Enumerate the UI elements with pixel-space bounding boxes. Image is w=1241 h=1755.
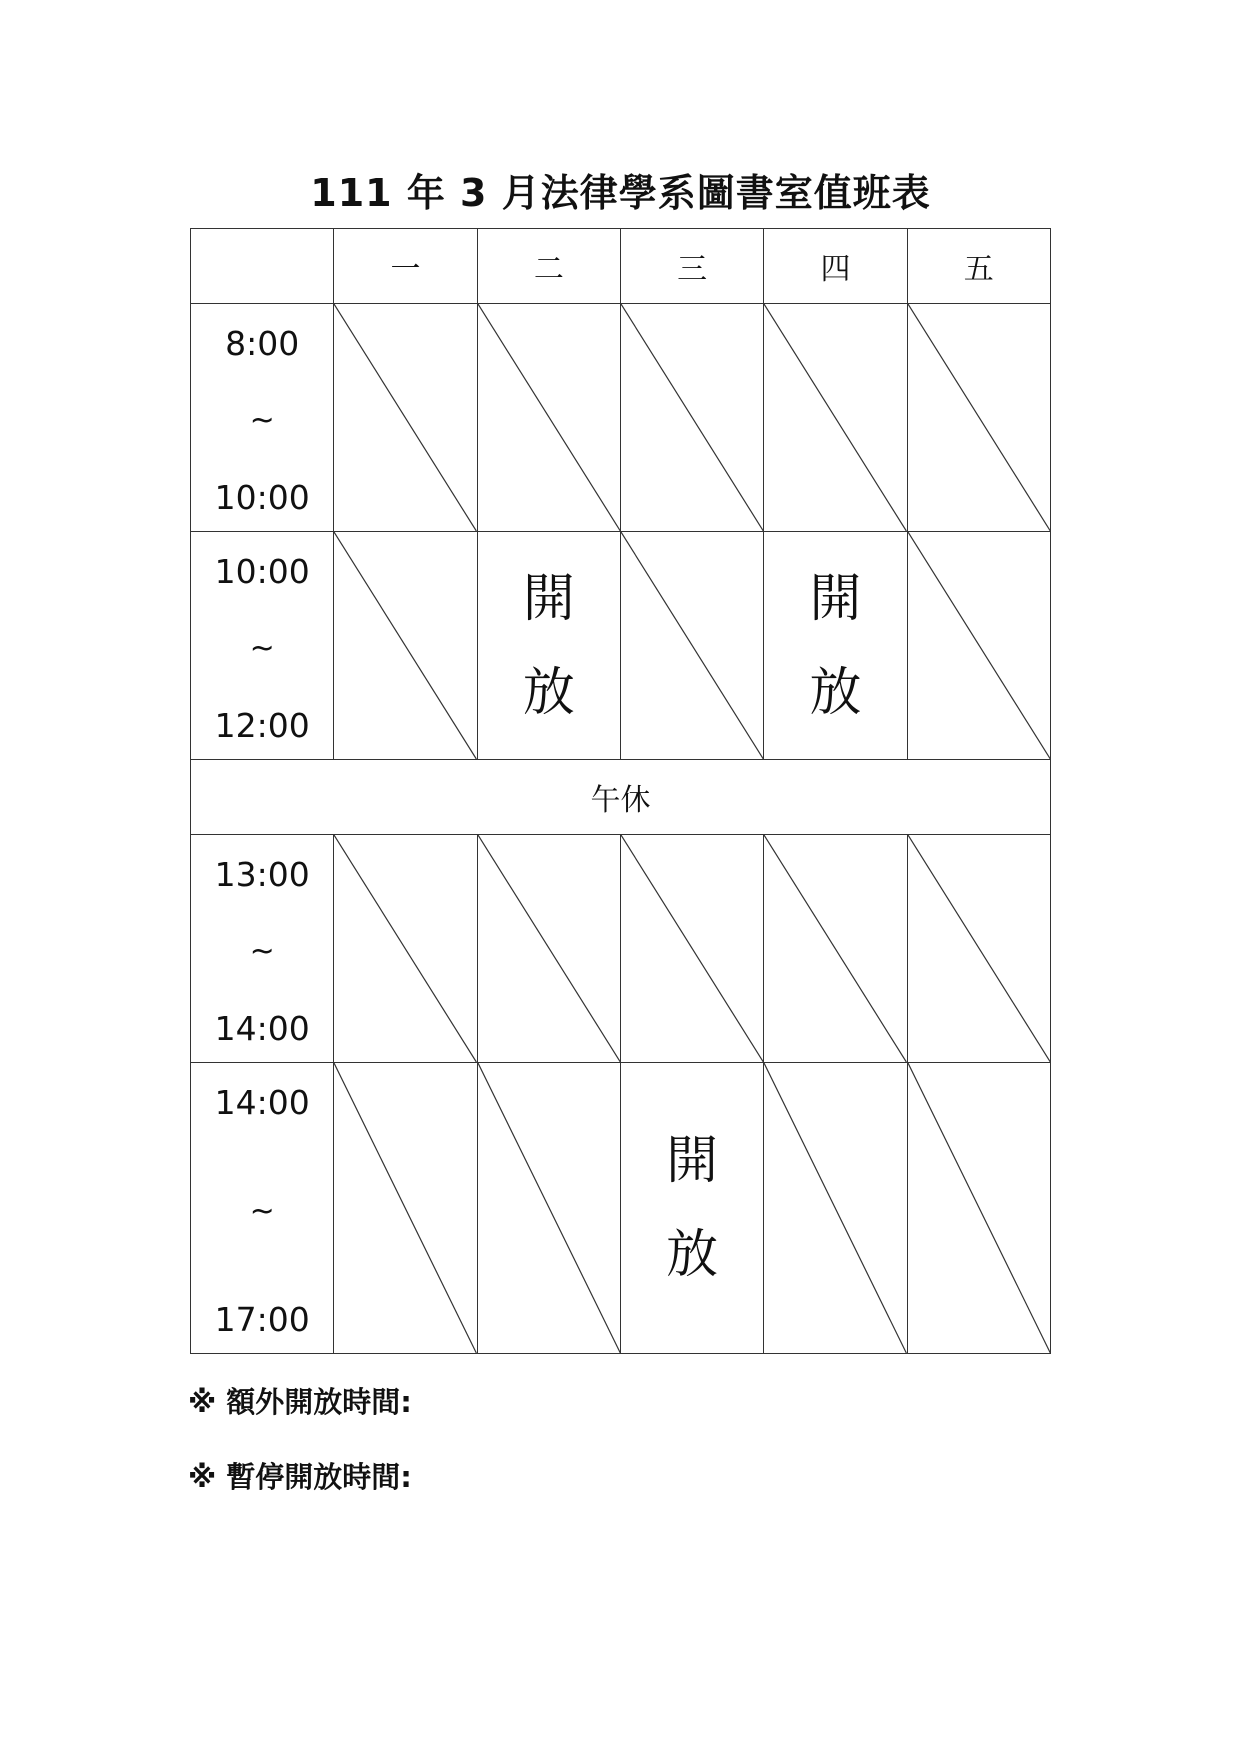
diagonal-strike — [764, 1063, 906, 1353]
time-start: 14:00 — [214, 1083, 310, 1122]
paused-time-note: ※ 暫停開放時間: — [188, 1460, 412, 1494]
diagonal-strike — [908, 835, 1050, 1062]
time-range-tilde: ~ — [249, 934, 275, 969]
open-label-char: 放 — [522, 662, 575, 723]
diagonal-strike — [908, 1063, 1050, 1353]
closed-slot-cell — [907, 304, 1050, 532]
time-start: 10:00 — [214, 552, 310, 591]
time-end: 10:00 — [214, 478, 310, 517]
closed-slot-cell — [477, 835, 620, 1063]
header-row — [191, 229, 1051, 304]
lunch-break-row — [191, 760, 1051, 835]
slot-row-1400-1700 — [191, 1063, 1051, 1354]
time-range-tilde: ~ — [249, 1193, 275, 1229]
time-end: 14:00 — [214, 1009, 310, 1048]
diagonal-strike — [478, 1063, 620, 1353]
open-label-char: 放 — [809, 662, 862, 723]
closed-slot-cell — [477, 1063, 620, 1354]
diagonal-strike — [908, 304, 1050, 531]
closed-slot-cell — [334, 1063, 477, 1354]
time-start: 13:00 — [214, 855, 310, 894]
closed-slot-cell — [907, 532, 1050, 760]
diagonal-strike — [334, 835, 476, 1062]
day-header-fri: 五 — [907, 229, 1050, 304]
extra-open-time-note: ※ 額外開放時間: — [188, 1385, 412, 1419]
diagonal-strike — [621, 304, 763, 531]
open-label-char: 開 — [809, 568, 862, 629]
diagonal-strike — [478, 304, 620, 531]
page-title: 111 年 3 月法律學系圖書室值班表 — [310, 171, 931, 215]
time-cell — [191, 532, 334, 760]
open-slot-cell — [477, 532, 620, 760]
closed-slot-cell — [764, 304, 907, 532]
time-end: 17:00 — [214, 1300, 310, 1339]
open-label-char: 放 — [666, 1225, 719, 1285]
time-cell — [191, 1063, 334, 1354]
closed-slot-cell — [477, 304, 620, 532]
day-header-thu: 四 — [764, 229, 907, 304]
diagonal-strike — [764, 304, 906, 531]
closed-slot-cell — [907, 835, 1050, 1063]
diagonal-strike — [621, 532, 763, 759]
open-label-char: 開 — [666, 1131, 719, 1191]
diagonal-strike — [621, 835, 763, 1062]
diagonal-strike — [764, 835, 906, 1062]
closed-slot-cell — [620, 304, 763, 532]
day-header-tue: 二 — [477, 229, 620, 304]
time-range-tilde: ~ — [249, 631, 275, 666]
slot-row-1300-1400 — [191, 835, 1051, 1063]
closed-slot-cell — [764, 835, 907, 1063]
day-header-mon: 一 — [334, 229, 477, 304]
closed-slot-cell — [334, 532, 477, 760]
closed-slot-cell — [334, 835, 477, 1063]
diagonal-strike — [334, 532, 476, 759]
diagonal-strike — [334, 304, 476, 531]
closed-slot-cell — [334, 304, 477, 532]
time-end: 12:00 — [214, 706, 310, 745]
diagonal-strike — [334, 1063, 476, 1353]
closed-slot-cell — [620, 835, 763, 1063]
diagonal-strike — [478, 835, 620, 1062]
time-range-tilde: ~ — [249, 403, 275, 438]
schedule-table — [190, 228, 1051, 1354]
time-cell — [191, 304, 334, 532]
slot-row-0800-1000 — [191, 304, 1051, 532]
closed-slot-cell — [907, 1063, 1050, 1354]
day-header-wed: 三 — [620, 229, 763, 304]
lunch-break-label: 午休 — [191, 760, 1051, 835]
closed-slot-cell — [620, 532, 763, 760]
open-slot-cell — [764, 532, 907, 760]
diagonal-strike — [908, 532, 1050, 759]
corner-cell — [191, 229, 334, 304]
open-label-char: 開 — [522, 568, 575, 629]
open-slot-cell — [620, 1063, 763, 1354]
closed-slot-cell — [764, 1063, 907, 1354]
slot-row-1000-1200 — [191, 532, 1051, 760]
time-cell — [191, 835, 334, 1063]
time-start: 8:00 — [225, 324, 300, 363]
